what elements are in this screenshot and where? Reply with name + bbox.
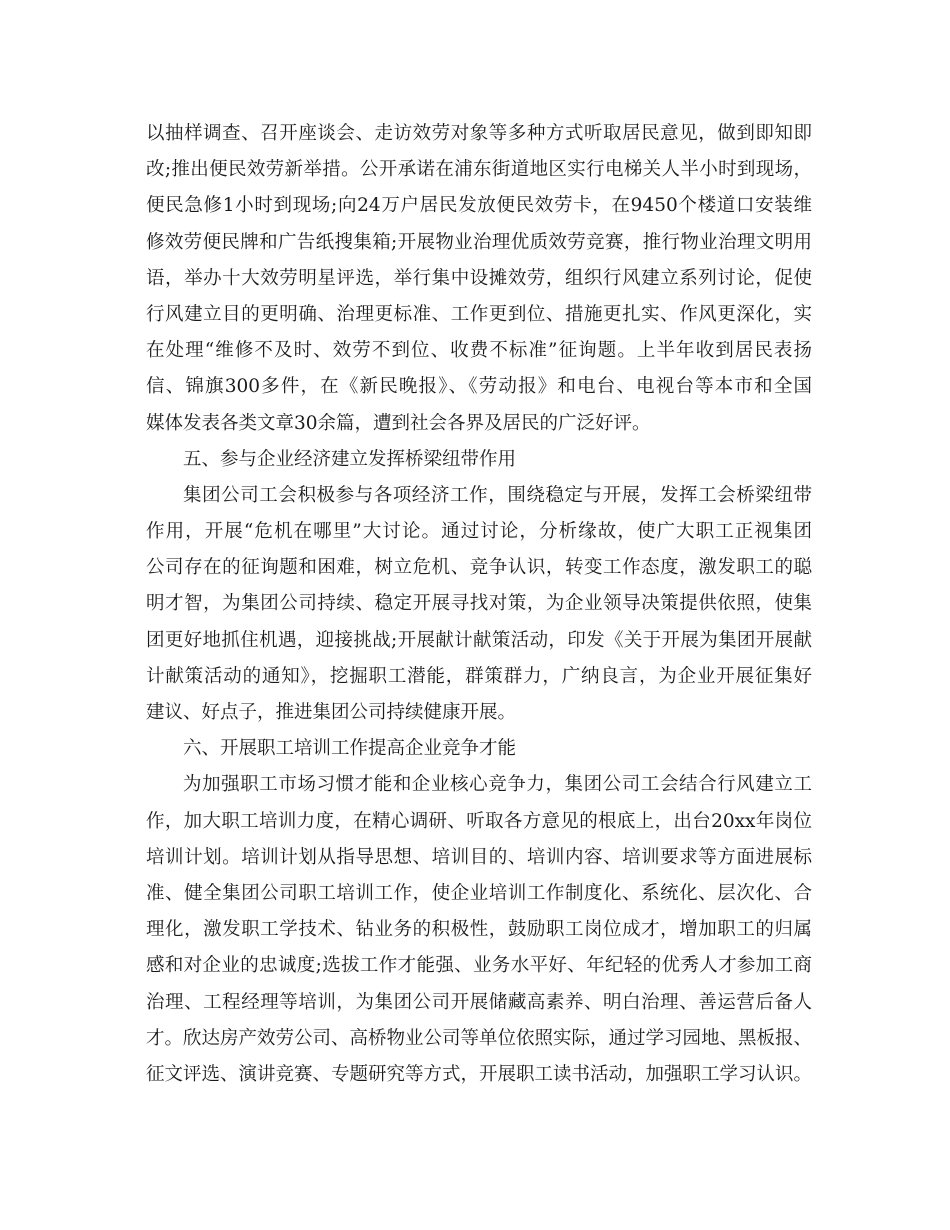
text-line: 培训计划。培训计划从指导思想、培训目的、培训内容、培训要求等方面进展标 — [146, 846, 812, 868]
text-line: 改;推出便民效劳新举措。公开承诺在浦东街道地区实行电梯关人半小时到现场， — [146, 159, 812, 181]
text-line: 理化，激发职工学技术、钻业务的积极性，鼓励职工岗位成才，增加职工的归属 — [146, 919, 812, 941]
text-line: 才。欣达房产效劳公司、高桥物业公司等单位依照实际，通过学习园地、黑板报、 — [146, 1027, 813, 1049]
text-line: 媒体发表各类文章30余篇，遭到社会各界及居民的广泛好评。 — [146, 412, 651, 434]
text-line: 以抽样调查、召开座谈会、走访效劳对象等多种方式听取居民意见，做到即知即 — [146, 123, 812, 144]
text-line: 为加强职工市场习惯才能和企业核心竞争力，集团公司工会结合行风建立工 — [183, 774, 812, 796]
text-line: 建议、好点子，推进集团公司持续健康开展。 — [146, 702, 517, 723]
text-line: 语，举办十大效劳明星评选，举行集中设摊效劳，组织行风建立系列讨论，促使 — [146, 267, 812, 289]
text-line: 明才智，为集团公司持续、稳定开展寻找对策，为企业领导决策提供依照，使集 — [146, 593, 812, 615]
text-line: 团更好地抓住机遇，迎接挑战;开展献计献策活动，印发《关于开展为集团开展献 — [146, 629, 812, 651]
text-line: 集团公司工会积极参与各项经济工作，围绕稳定与开展，发挥工会桥梁纽带 — [183, 484, 812, 506]
document-body — [146, 116, 812, 1093]
text-line: 在处理“维修不及时、效劳不到位、收费不标准”征询题。上半年收到居民表扬 — [146, 340, 812, 362]
text-line: 治理、工程经理等培训，为集团公司开展储藏高素养、明白治理、善运营后备人 — [146, 991, 812, 1013]
section-heading: 五、参与企业经济建立发挥桥梁纽带作用 — [183, 448, 517, 470]
text-line: 行风建立目的更明确、治理更标准、工作更到位、措施更扎实、作风更深化，实 — [146, 303, 812, 325]
text-line: 感和对企业的忠诚度;选拔工作才能强、业务水平好、年纪轻的优秀人才参加工商 — [146, 955, 812, 977]
text-line: 征文评选、演讲竞赛、专题研究等方式，开展职工读书活动，加强职工学习认识。 — [146, 1063, 813, 1085]
text-line: 准、健全集团公司职工培训工作，使企业培训工作制度化、系统化、层次化、合 — [146, 882, 812, 904]
text-line: 公司存在的征询题和困难，树立危机、竞争认识，转变工作态度，激发职工的聪 — [146, 557, 812, 579]
text-line: 修效劳便民牌和广告纸搜集箱;开展物业治理优质效劳竞赛，推行物业治理文明用 — [146, 231, 812, 253]
text-line: 计献策活动的通知》，挖掘职工潜能，群策群力，广纳良言，为企业开展征集好 — [146, 665, 812, 687]
section-heading: 六、开展职工培训工作提高企业竞争才能 — [183, 738, 517, 760]
text-line: 信、锦旗300多件，在《新民晚报》、《劳动报》和电台、电视台等本市和全国 — [146, 376, 812, 398]
text-line: 作，加大职工培训力度，在精心调研、听取各方意见的根底上，出台20xx年岗位 — [146, 810, 812, 832]
text-line: 作用，开展“危机在哪里”大讨论。通过讨论，分析缘故，使广大职工正视集团 — [146, 521, 812, 543]
text-line: 便民急修1小时到现场;向24万户居民发放便民效劳卡，在9450个楼道口安装维 — [146, 195, 812, 217]
